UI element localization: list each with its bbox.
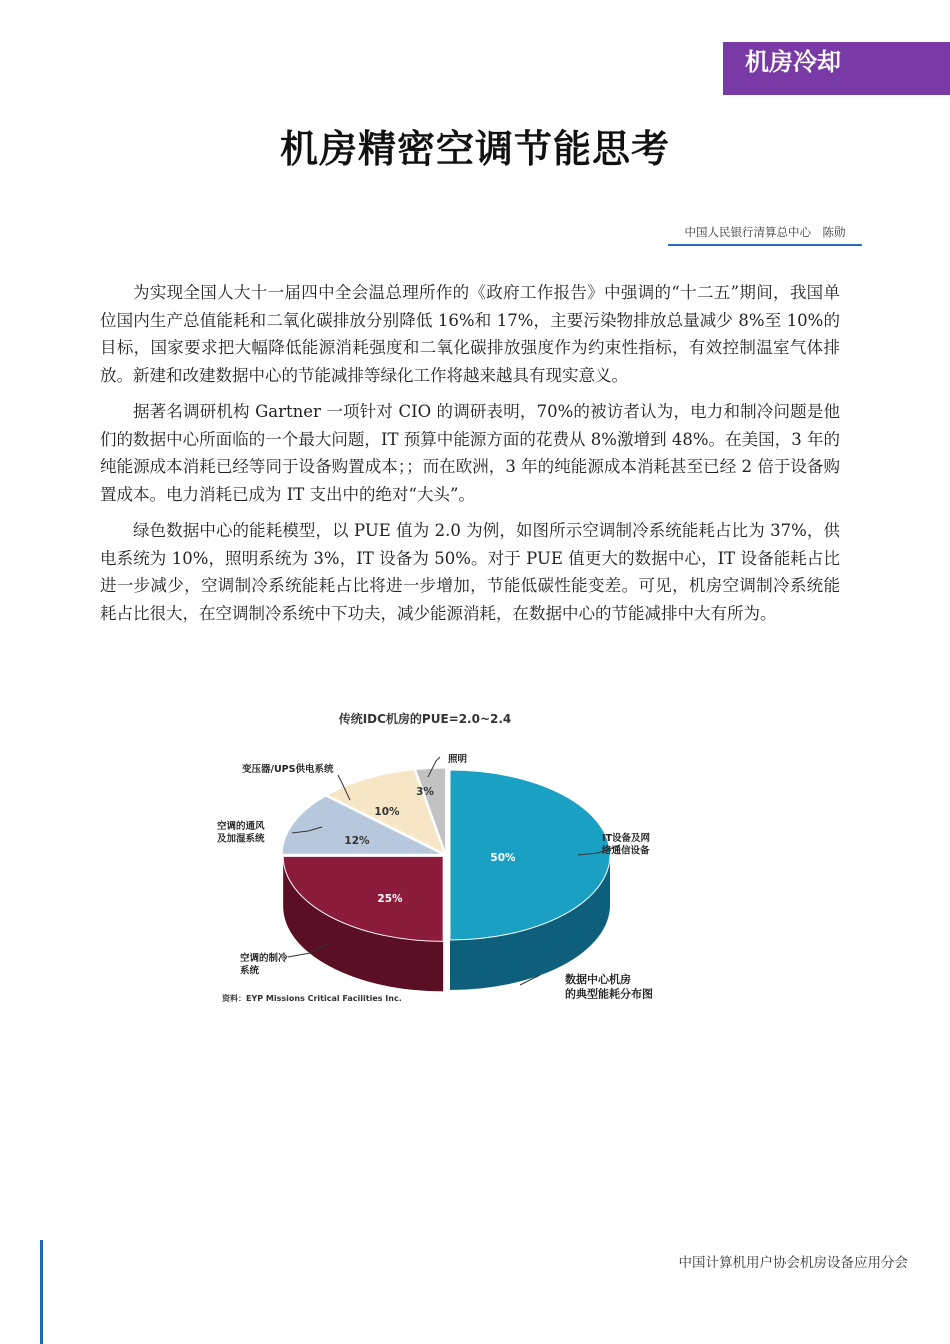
left-margin-rule: [40, 1240, 43, 1344]
chart-caption: 数据中心机房的典型能耗分布图: [565, 973, 653, 1001]
article-title: 机房精密空调节能思考: [279, 127, 670, 171]
paragraph: 据著名调研机构 Gartner 一项针对 CIO 的调研表明，70%的被访者认为，电力和制冷问题是他们的数据中心所面临的一个最大问题，IT 预算中能源方面的花费从 8%激增到 48%。在美国，3 年的纯能源成本消耗已经等同于设备购置成本；；而在欧洲，3 年的纯能源成本消耗甚至已经 2 倍于设备购置成本。电力消耗已成为 IT 支出中的绝对“大头”。: [100, 402, 840, 504]
chart-title: 传统IDC机房的PUE=2.0~2.4: [338, 712, 512, 726]
value-label-ups: 10%: [374, 806, 400, 818]
label-ventilation: 空调的通风及加湿系统: [217, 821, 265, 845]
paragraph: 为实现全国人大十一届四中全会温总理所作的《政府工作报告》中强调的“十二五”期间，我国单位国内生产总值能耗和二氧化碳排放分别降低 16%和 17%，主要污染物排放总量减少 8%至 10%的目标，国家要求把大幅降低能源消耗强度和二氧化碳排放强度作为约束性指标，有效控制温室气体排放。新建和改建数据中心的节能减排等绿化工作将越来越具有现实意义。: [100, 283, 840, 385]
paragraph: 绿色数据中心的能耗模型，以 PUE 值为 2.0 为例，如图所示空调制冷系统能耗占比为 37%，供电系统为 10%，照明系统为 3%，IT 设备为 50%。对于 PUE 值更大的数据中心，IT 设备能耗占比进一步减少，空调制冷系统能耗占比将进一步增加，节能低碳性能变差。可见，机房空调制冷系统能耗占比很大，在空调制冷系统中下功夫，减少能源消耗，在数据中心的节能减排中大有所为。: [100, 521, 840, 623]
article-byline: 中国人民银行清算总中心 陈勋: [668, 224, 862, 246]
label-cooling: 空调的制冷系统: [240, 953, 288, 977]
value-label-ventilation: 12%: [344, 835, 370, 847]
value-label-lighting: 3%: [416, 786, 434, 798]
article-body: [100, 279, 840, 636]
pue-pie-chart: [200, 705, 700, 1015]
label-ups: 变压器/UPS供电系统: [242, 764, 334, 775]
value-label-it: 50%: [490, 852, 516, 864]
label-it: IT设备及网络通信设备: [602, 833, 651, 857]
value-label-cooling: 25%: [377, 893, 403, 905]
label-lighting: 照明: [448, 754, 468, 765]
section-tag: 机房冷却: [723, 42, 950, 95]
chart-source: 资料：EYP Missions Critical Facilities Inc.: [222, 994, 402, 1003]
page-footer: 中国计算机用户协会机房设备应用分会: [678, 1255, 908, 1271]
